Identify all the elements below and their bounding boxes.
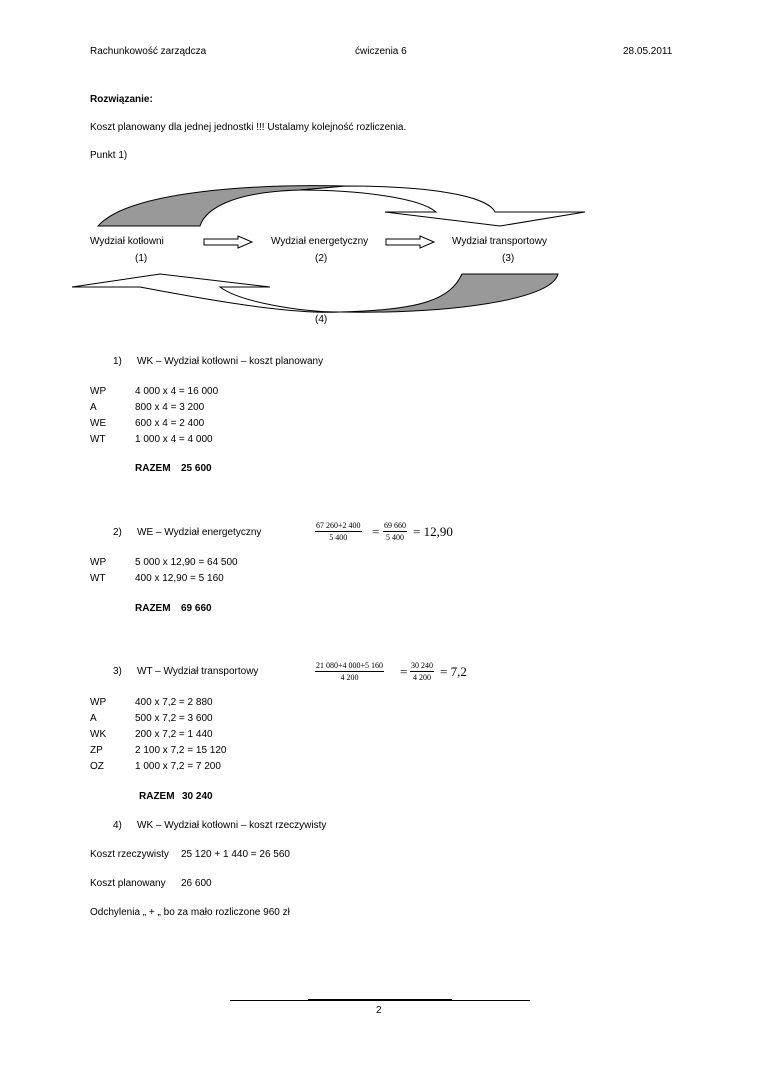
s3-total-value: 30 240 [182,791,213,802]
s2-total-label: RAZEM [135,603,171,614]
node-transport: Wydział transportowy [452,236,547,247]
s3-row-calc: 1 000 x 7,2 = 7 200 [135,761,221,772]
s2-frac1-numerator: 67 260+2 400 [316,521,361,530]
s2-frac2-numerator: 69 660 [384,521,406,530]
s1-row-calc: 4 000 x 4 = 16 000 [135,386,219,397]
point-label: Punkt 1) [90,150,128,161]
bottom-curved-arrow-shaded [340,274,558,312]
s2-result: = 12,90 [413,524,453,539]
s3-equals: = [400,664,408,679]
footer-rule-accent [308,999,452,1001]
s3-result: = 7,2 [440,664,467,679]
bottom-curved-arrow [72,274,340,312]
node-boiler: Wydział kotłowni [90,236,164,247]
intro-line: Koszt planowany dla jednej jednostki !!! Ustalamy kolejność rozliczenia. [90,122,407,133]
page-number: 2 [376,1005,382,1016]
s1-total-label: RAZEM [135,463,171,474]
s2-row-calc: 5 000 x 12,90 = 64 500 [135,557,238,568]
s1-row-code: WE [90,418,107,429]
s2-fraction-2 [383,520,407,543]
deviation-line: Odchylenia „ + „ bo za mało rozliczone 960 zł [90,907,290,918]
s1-row-calc: 1 000 x 4 = 4 000 [135,434,213,445]
node-energy: Wydział energetyczny [271,236,369,247]
s2-row-code: WT [90,573,106,584]
arrow-1-to-2 [204,236,252,248]
s3-row-calc: 200 x 7,2 = 1 440 [135,729,213,740]
s2-frac2-denominator: 5 400 [386,533,404,542]
planned-cost-label: Koszt planowany [90,878,166,889]
arrow-2-to-3 [386,236,434,248]
top-curved-arrow [300,186,585,226]
actual-cost-value: 25 120 + 1 440 = 26 560 [181,849,290,860]
node-transport-num: (3) [502,253,515,264]
s1-row-code: WT [90,434,106,445]
s1-row-calc: 800 x 4 = 3 200 [135,402,205,413]
s3-row-calc: 2 100 x 7,2 = 15 120 [135,745,227,756]
s3-frac2-denominator: 4 200 [413,673,431,682]
s4-title: WK – Wydział kotłowni – koszt rzeczywisty [137,820,327,831]
s2-row-code: WP [90,557,107,568]
actual-cost-label: Koszt rzeczywisty [90,849,169,860]
planned-cost-value: 26 600 [181,878,212,889]
s4-number: 4) [113,820,122,831]
s3-row-code: WK [90,729,107,740]
s3-frac1-denominator: 4 200 [340,673,359,682]
s3-number: 3) [113,666,122,677]
s3-frac2-numerator: 30 240 [411,661,433,670]
s1-row-code: WP [90,386,107,397]
s3-total-label: RAZEM [139,791,175,802]
s3-row-code: ZP [90,745,103,756]
allocation-diagram [0,0,760,340]
s3-row-code: WP [90,697,107,708]
s3-row-calc: 500 x 7,2 = 3 600 [135,713,213,724]
s2-fraction-1 [315,520,362,543]
s2-total-value: 69 660 [181,603,212,614]
s1-row-code: A [90,402,97,413]
s3-title: WT – Wydział transportowy [137,666,259,677]
header-left: Rachunkowość zarządcza [90,46,207,57]
s3-row-code: OZ [90,761,104,772]
s3-fraction-1 [315,660,384,683]
s2-number: 2) [113,527,122,538]
s3-frac1-numerator: 21 080+4 000+5 160 [316,661,384,670]
s3-fraction-2 [410,660,434,683]
solution-heading: Rozwiązanie: [90,94,153,105]
header-center: ćwiczenia 6 [355,46,407,57]
s1-title: WK – Wydział kotłowni – koszt planowany [137,356,324,367]
node-energy-num: (2) [315,253,328,264]
s2-equals: = [372,524,380,539]
s3-row-calc: 400 x 7,2 = 2 880 [135,697,213,708]
s2-frac1-denominator: 5 400 [329,533,348,542]
top-curved-arrow-shaded [98,186,346,226]
bottom-num: (4) [315,314,328,325]
s1-total-value: 25 600 [181,463,212,474]
s2-title: WE – Wydział energetyczny [137,527,262,538]
s1-number: 1) [113,356,122,367]
s1-row-calc: 600 x 4 = 2 400 [135,418,205,429]
s2-row-calc: 400 x 12,90 = 5 160 [135,573,224,584]
header-date: 28.05.2011 [623,46,673,57]
s3-row-code: A [90,713,97,724]
node-boiler-num: (1) [135,253,148,264]
